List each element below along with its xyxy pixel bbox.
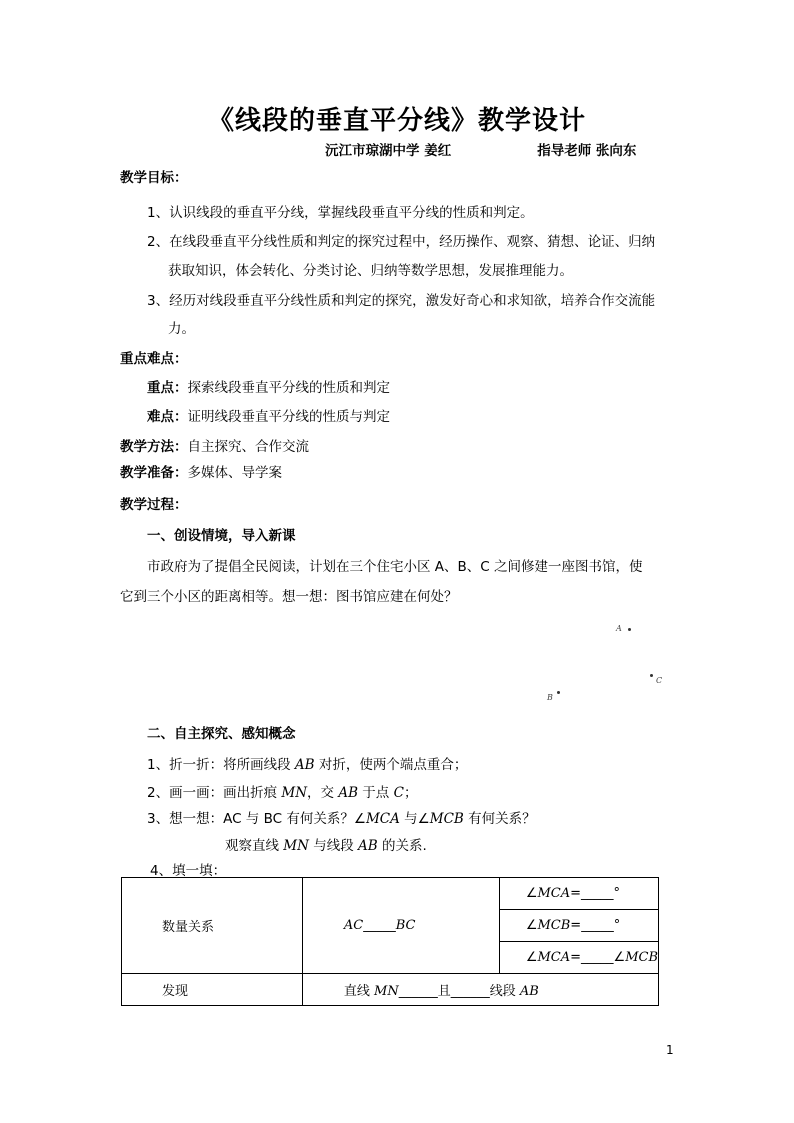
table-cell-ac-bc [302,878,499,974]
text: ； [403,785,418,801]
var: AB [338,785,358,801]
objective-num: 1、 [147,205,170,221]
degree: ° [613,886,621,901]
step-draw [147,781,417,801]
text: 于点 [358,785,394,801]
preparation-label: 教学准备： [120,465,188,481]
teaching-preparation [120,461,282,481]
var: C [393,785,404,801]
method-label: 教学方法： [120,439,188,455]
point-c-label: C [656,676,663,685]
var: AB [294,757,315,773]
part1-line1: 市政府为了提倡全民阅读，计划在三个住宅小区 A、B、C 之间修建一座图书馆，使 [147,559,643,575]
var: AC [343,918,364,933]
point-c-dot [650,674,653,677]
text: 对折，使两个端点重合； [314,757,468,773]
var: MCA [537,950,571,965]
text: 与∠ [399,811,430,827]
objective-text: 经历对线段垂直平分线性质和判定的探究，激发好奇心和求知欲，培养合作交流能 [169,293,656,309]
document-title: 《线段的垂直平分线》教学设计 [207,106,586,136]
guide-teacher: 指导老师 张向东 [537,143,637,159]
table-cell-mca-deg [499,878,658,910]
part1-title: 一、创设情境，导入新课 [147,528,296,544]
objectives-heading: 教学目标： [120,170,188,186]
table-cell-mcb-deg [499,910,658,942]
text: 3、想一想：AC 与 BC 有何关系？∠ [147,811,366,827]
process-heading: 教学过程： [120,497,188,513]
text: 有何关系？ [463,811,536,827]
objective-text: 在线段垂直平分线性质和判定的探究过程中，经历操作、观察、猜想、论证、归纳 [169,234,656,250]
author-school-name: 沅江市琼湖中学 姜红 [325,143,452,159]
table-cell-discovery-label: 发现 [122,974,303,1006]
keypoints-heading: 重点难点： [120,351,188,367]
var: MCB [429,811,464,827]
teaching-method [120,435,309,455]
text: 观察直线 [225,838,284,854]
objective-item-3 [147,289,655,309]
var: AB [519,984,539,999]
objective-num: 3、 [147,293,170,309]
var: MCB [625,950,658,965]
difficult-text: 证明线段垂直平分线的性质与判定 [187,409,390,425]
step-think [147,807,536,827]
author-line [325,139,636,159]
point-b-label: B [547,693,553,702]
blank: ______ [450,984,490,999]
objective-item-2 [147,230,655,250]
objective-text: 认识线段的垂直平分线，掌握线段垂直平分线的性质和判定。 [169,205,534,221]
var: MCB [537,918,571,933]
text: 与线段 [308,838,359,854]
text: 线段 [489,984,520,999]
text: 1、折一折：将所画线段 [147,757,295,773]
var: BC [395,918,416,933]
objective-item-2-cont: 获取知识，体会转化、分类讨论、归纳等数学思想，发展推理能力。 [168,263,573,279]
var: MN [281,785,308,801]
var: MN [374,984,399,999]
table-cell-discovery [302,974,658,1006]
blank: _____ [363,918,396,933]
text: 的关系. [377,838,427,854]
blank: ______ [398,984,438,999]
method-text: 自主探究、合作交流 [187,439,309,455]
degree: ° [613,918,621,933]
text: 2、画一画：画出折痕 [147,785,282,801]
part2-title: 二、自主探究、感知概念 [147,726,296,742]
step-fold [147,753,467,773]
text: ，交 [307,785,339,801]
table-cell-mca-mcb [499,942,658,974]
blank: =_____ [570,918,614,933]
point-a-label: A [616,624,622,633]
key-point [147,376,390,396]
angle-symbol: ∠ [525,886,538,901]
key-text: 探索线段垂直平分线的性质和判定 [187,380,390,396]
key-label: 重点： [147,380,188,396]
step-fill: 4、填一填： [150,863,227,879]
part1-line2: 它到三个小区的距离相等。想一想：图书馆应建在何处？ [120,589,458,605]
text: 直线 [343,984,375,999]
difficult-label: 难点： [147,409,188,425]
blank: =_____∠ [570,950,626,965]
var: MCA [537,886,571,901]
fill-in-table [121,877,659,1006]
var: MN [283,838,309,854]
angle-symbol: ∠ [525,950,538,965]
objective-item-3-cont: 力。 [168,321,195,337]
page-number: 1 [666,1043,674,1057]
blank: =_____ [570,886,614,901]
text: 且 [437,984,451,999]
var: AB [358,838,378,854]
point-b-dot [557,691,560,694]
point-a-dot [628,628,631,631]
objective-item-1 [147,201,534,221]
table-cell-quantity-label: 数量关系 [122,878,303,974]
preparation-text: 多媒体、导学案 [187,465,282,481]
objective-num: 2、 [147,234,170,250]
angle-symbol: ∠ [525,918,538,933]
difficult-point [147,405,390,425]
var: MCA [365,811,400,827]
step-observe [225,834,427,854]
